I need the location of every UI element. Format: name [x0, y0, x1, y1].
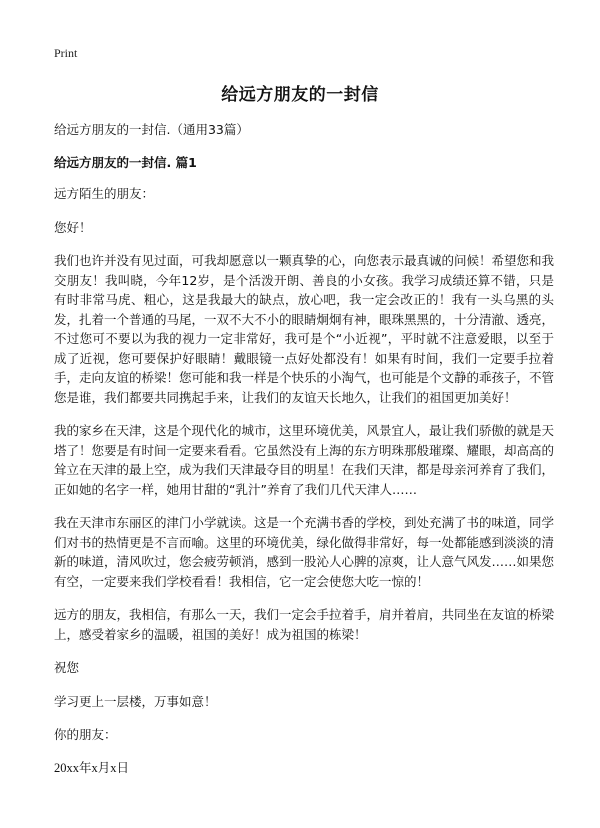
letter-paragraph: 我的家乡在天津，这是个现代化的城市，这里环境优美，风景宜人，最让我们骄傲的就是天塔了！您要是有时间一定要来看看。它虽然没有上海的东方明珠那般璀璨、耀眼，却高高的耸立在天津的最上空，成为我们天津最夺目的明星！在我们天津，都是母亲河养育了我们，正如她的名字一样，她用甘甜的“乳汁”养育了我们几代天津人…… [54, 423, 555, 497]
document-subtitle: 给远方朋友的一封信.（通用33篇） [54, 122, 249, 137]
letter-paragraph: 我们也许并没有见过面，可我却愿意以一颗真挚的心，向您表示最真诚的问候！希望您和我交朋友！我叫晓，今年12岁，是个活泼开朗、善良的小女孩。我学习成绩还算不错，只是有时非常马虎、粗心，这是我最大的缺点，放心吧，我一定会改正的！我有一头乌黑的头发，扎着一个普通的马尾，一双不大不小的眼睛炯炯有神，眼珠黑黑的，十分清澈、透亮，不过您可不要以为我的视力一定非常好，我可是个“小近视”，平时就不注意爱眼，以至于成了近视，您可要保护好眼睛！戴眼镜一点好处都没有！如果有时间，我们一定要手拉着手，走向友谊的桥梁！您可能和我一样是个快乐的小淘气，也可能是个文静的乖孩子，不管您是谁，我们都要共同携起手来，让我们的友谊天长地久，让我们的祖国更加美好！ [54, 253, 555, 405]
section-heading: 给远方朋友的一封信. 篇1 [54, 154, 197, 170]
signature-line: 你的朋友： [54, 727, 117, 742]
letter-paragraph: 我在天津市东丽区的津门小学就读。这是一个充满书香的学校，到处充满了书的味道，同学们对书的热情更是不言而喻。这里的环境优美，绿化做得非常好，每一处都能感到淡淡的清新的味道，清风吹过，您会疲劳顿消，感到一股沁人心脾的凉爽，让人意气风发……如果您有空，一定要来我们学校看看！我相信，它一定会使您大吃一惊的！ [54, 515, 555, 589]
closing-blessing: 学习更上一层楼，万事如意！ [54, 693, 217, 709]
letter-greeting: 远方陌生的朋友： [54, 186, 155, 201]
letter-paragraph: 远方的朋友，我相信，有那么一天，我们一定会手拉着手，肩并着肩，共同坐在友谊的桥梁上，感受着家乡的温暖，祖国的美好！成为祖国的栋梁！ [54, 607, 555, 642]
document-body [54, 120, 554, 792]
closing-wish: 祝您 [54, 660, 80, 675]
print-label: Print [54, 46, 78, 60]
date-line: 20xx年x月x日 [54, 760, 130, 775]
letter-hello: 您好！ [54, 219, 92, 235]
document-title: 给远方朋友的一封信 [221, 85, 379, 105]
